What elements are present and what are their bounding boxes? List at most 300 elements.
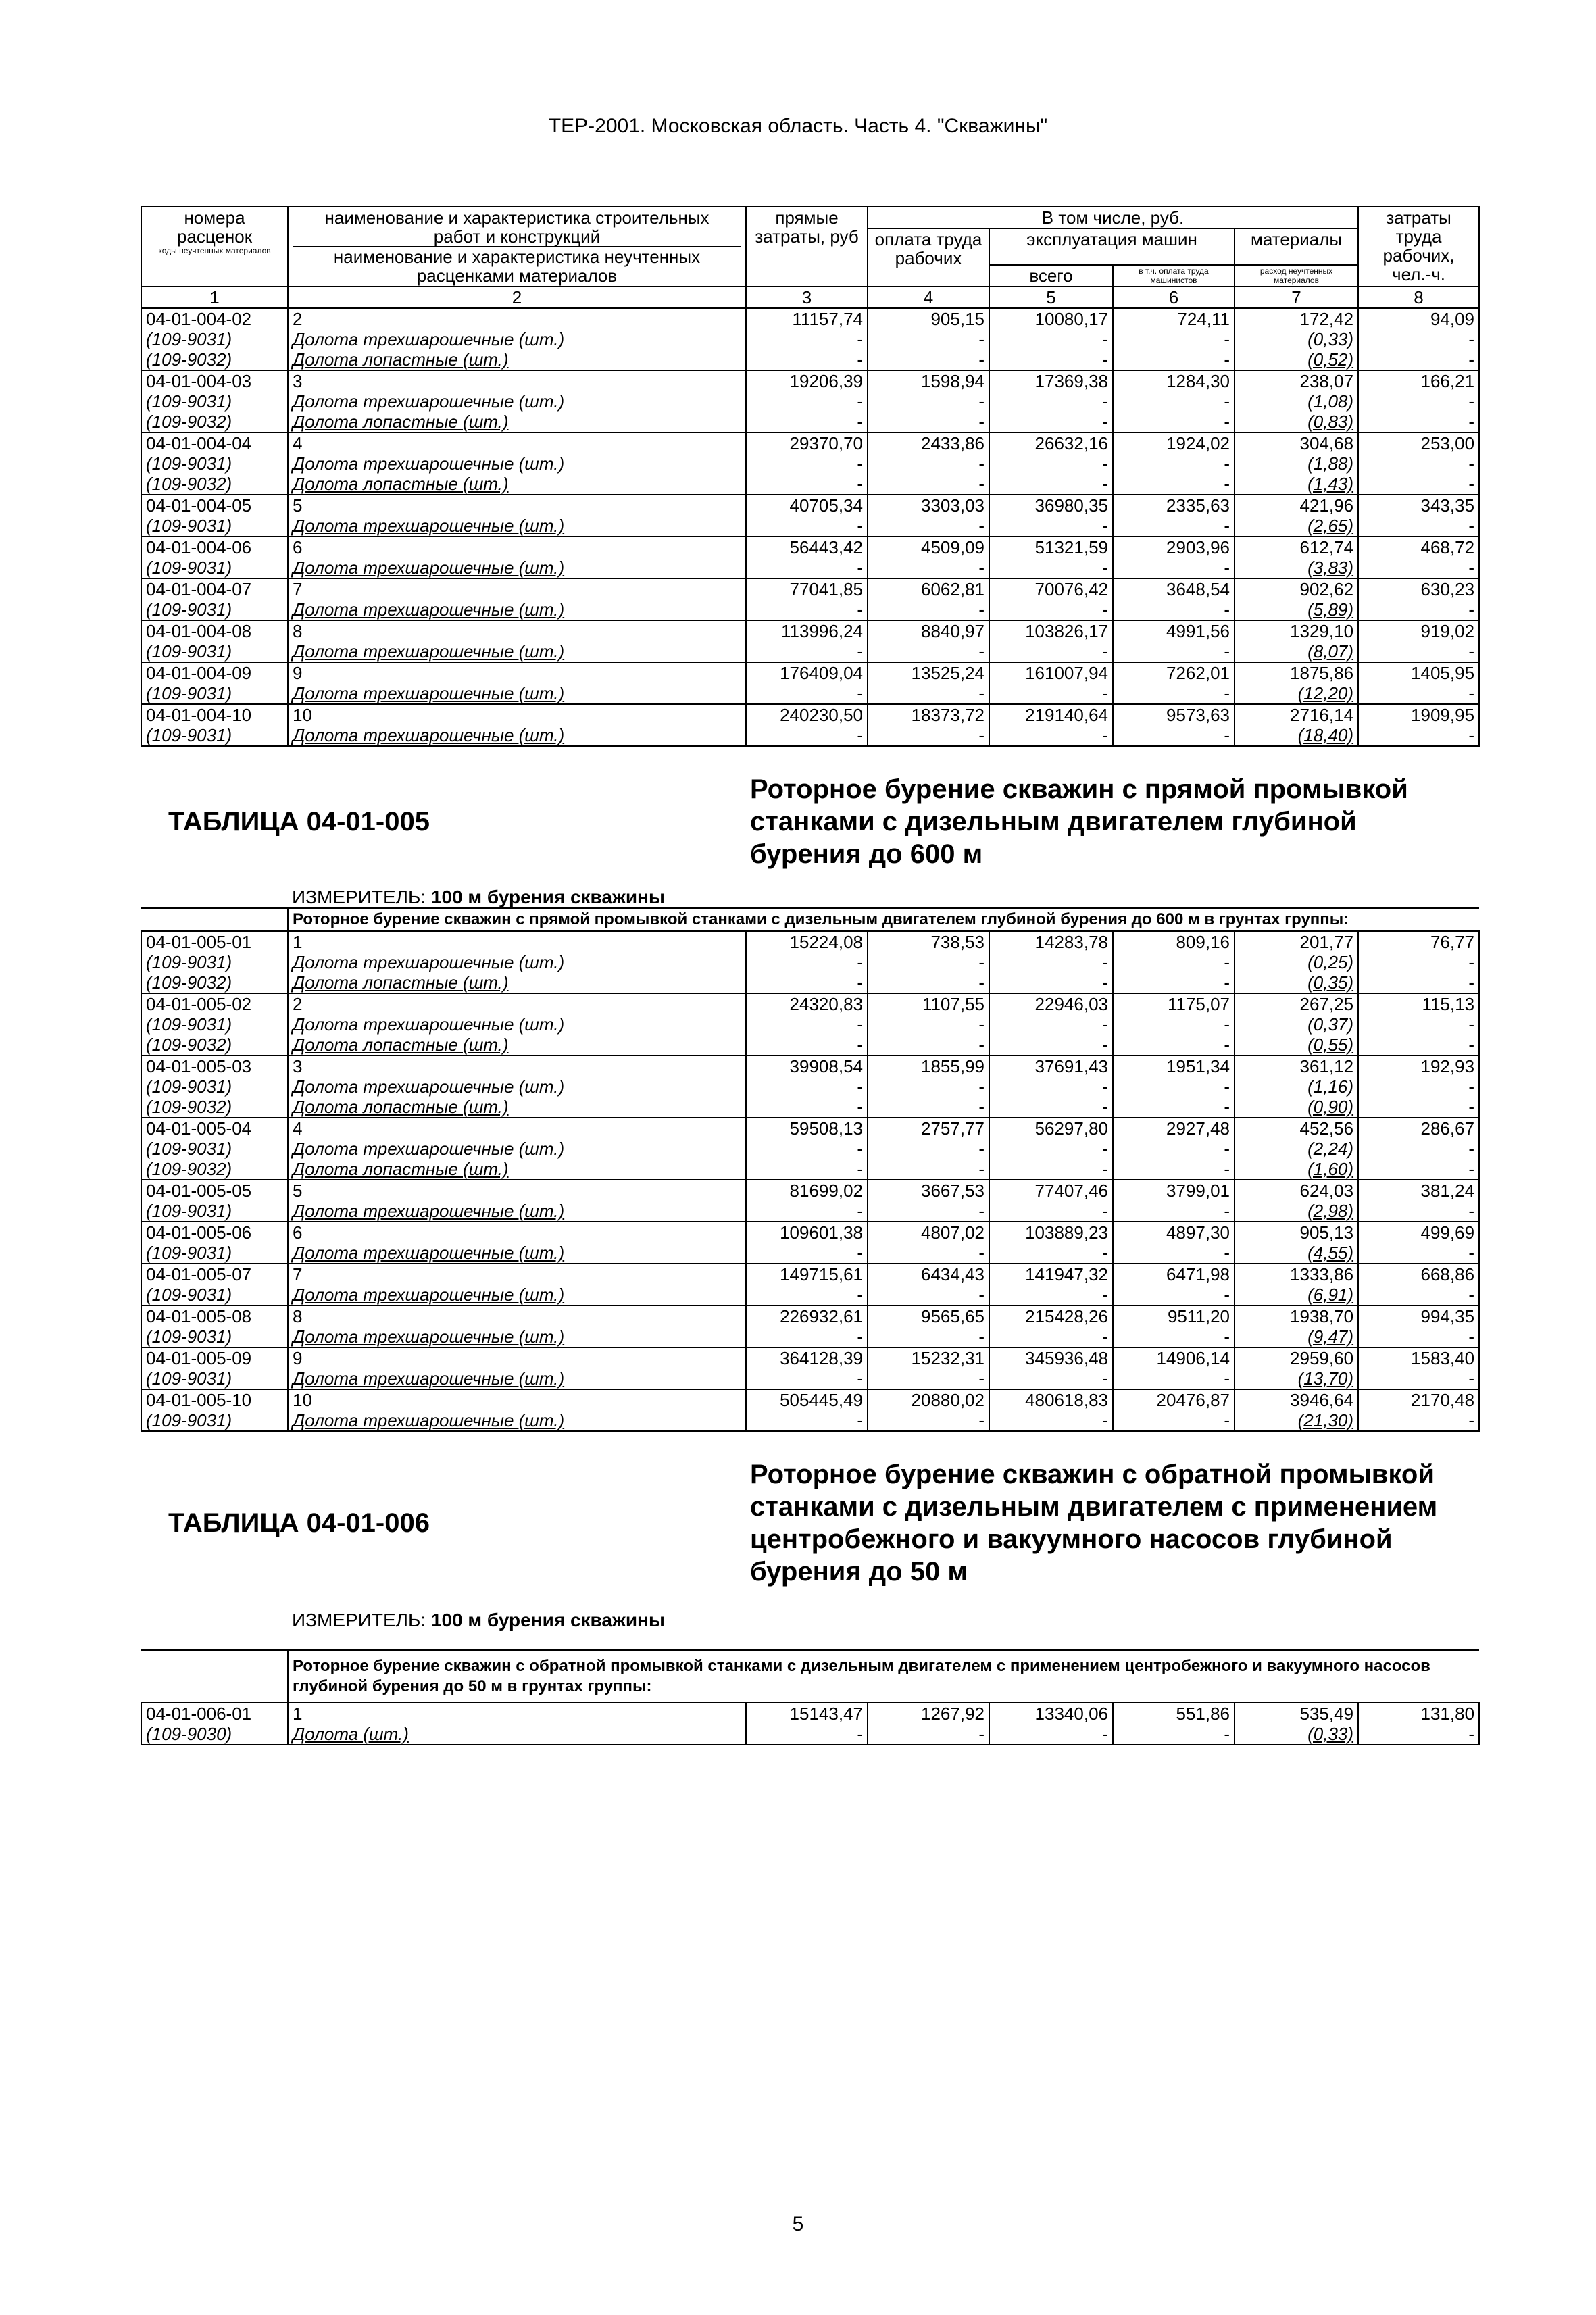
material-quantity: (0,90): [1235, 1097, 1358, 1118]
material-dash: -: [1358, 329, 1479, 349]
rate-value: 219140,64: [989, 704, 1113, 725]
rate-value: 2335,63: [1113, 495, 1235, 516]
rate-code: 04-01-005-04: [141, 1118, 288, 1139]
rate-value: 56297,80: [989, 1118, 1113, 1139]
material-code: (109-9031): [141, 557, 288, 578]
rate-value: 39908,54: [746, 1055, 868, 1076]
rate-value: 8840,97: [868, 620, 989, 641]
material-dash: -: [868, 453, 989, 474]
rate-value: 19206,39: [746, 370, 868, 391]
table-006-measure: [288, 1610, 1479, 1631]
material-dash: -: [868, 349, 989, 370]
rate-value: 3946,64: [1235, 1389, 1358, 1410]
material-dash: -: [1113, 641, 1235, 662]
material-row: [141, 1076, 1479, 1097]
material-code: (109-9031): [141, 453, 288, 474]
rate-code: 04-01-004-10: [141, 704, 288, 725]
rate-value: 17369,38: [989, 370, 1113, 391]
material-row: [141, 1014, 1479, 1035]
rate-code: 04-01-005-10: [141, 1389, 288, 1410]
material-dash: -: [989, 1410, 1113, 1431]
material-row: [141, 329, 1479, 349]
rate-value: 1924,02: [1113, 432, 1235, 453]
rates-document: [141, 206, 1478, 1745]
material-name: Долота трехшарошечные (шт.): [288, 1014, 746, 1035]
material-dash: -: [1358, 1014, 1479, 1035]
material-quantity: (0,55): [1235, 1035, 1358, 1055]
rate-value: 304,68: [1235, 432, 1358, 453]
material-quantity: (0,37): [1235, 1014, 1358, 1035]
material-code: (109-9031): [141, 1285, 288, 1305]
material-dash: -: [1358, 1076, 1479, 1097]
rate-value: 2716,14: [1235, 704, 1358, 725]
rates-table: [141, 206, 1480, 1745]
material-dash: -: [746, 1285, 868, 1305]
rate-name: 5: [288, 1180, 746, 1201]
rate-value: 4807,02: [868, 1222, 989, 1243]
rate-value: 226932,61: [746, 1305, 868, 1326]
material-dash: -: [1113, 1139, 1235, 1159]
rate-value: 9565,65: [868, 1305, 989, 1326]
rate-value: 103826,17: [989, 620, 1113, 641]
table-005-body: [141, 931, 1479, 1431]
rate-value: 70076,42: [989, 578, 1113, 599]
material-quantity: (0,25): [1235, 952, 1358, 972]
material-dash: -: [868, 1097, 989, 1118]
material-dash: -: [868, 1724, 989, 1745]
material-name: Долота трехшарошечные (шт.): [288, 557, 746, 578]
material-name: Долота трехшарошечные (шт.): [288, 1326, 746, 1347]
rate-code: 04-01-004-09: [141, 662, 288, 683]
rate-name: 10: [288, 704, 746, 725]
col-header-direct-costs: прямые затраты, руб: [746, 207, 868, 287]
table-005-title: ТАБЛИЦА 04-01-005: [168, 807, 430, 837]
material-dash: -: [868, 599, 989, 620]
material-dash: -: [1358, 349, 1479, 370]
rate-name: 9: [288, 662, 746, 683]
material-quantity: (2,98): [1235, 1201, 1358, 1222]
rate-value: 166,21: [1358, 370, 1479, 391]
rate-value: 343,35: [1358, 495, 1479, 516]
material-dash: -: [868, 683, 989, 704]
col-header-group: В том числе, руб.: [868, 207, 1358, 228]
material-quantity: (8,07): [1235, 641, 1358, 662]
material-row: [141, 1097, 1479, 1118]
material-row: [141, 1724, 1479, 1745]
material-dash: -: [1113, 952, 1235, 972]
rate-name: 7: [288, 1264, 746, 1285]
rate-row: [141, 620, 1479, 641]
material-dash: -: [1113, 1201, 1235, 1222]
material-quantity: (2,65): [1235, 516, 1358, 537]
rate-value: 668,86: [1358, 1264, 1479, 1285]
material-dash: -: [1113, 1368, 1235, 1389]
material-dash: -: [1113, 1076, 1235, 1097]
col-header-labor: затраты труда рабочих, чел.-ч.: [1358, 207, 1479, 287]
rate-value: 6062,81: [868, 578, 989, 599]
col-header-text: номера: [184, 207, 245, 228]
material-row: [141, 516, 1479, 537]
material-dash: -: [746, 1326, 868, 1347]
material-name: Долота лопастные (шт.): [288, 972, 746, 993]
rate-row: [141, 1222, 1479, 1243]
material-dash: -: [989, 1368, 1113, 1389]
rate-name: 9: [288, 1347, 746, 1368]
rate-name: 6: [288, 1222, 746, 1243]
rate-row: [141, 1389, 1479, 1410]
rate-value: 624,03: [1235, 1180, 1358, 1201]
material-dash: -: [1358, 641, 1479, 662]
rate-value: 15224,08: [746, 931, 868, 952]
material-row: [141, 1410, 1479, 1431]
material-name: Долота трехшарошечные (шт.): [288, 1201, 746, 1222]
col-header-operator-wages: в т.ч. оплата труда машинистов: [1113, 265, 1235, 287]
rate-value: 345936,48: [989, 1347, 1113, 1368]
material-dash: -: [746, 516, 868, 537]
rate-row: [141, 537, 1479, 557]
table-006-title-block: [141, 1431, 1479, 1703]
material-code: (109-9031): [141, 1076, 288, 1097]
rate-value: 2959,60: [1235, 1347, 1358, 1368]
material-dash: -: [746, 1410, 868, 1431]
material-name: Долота трехшарошечные (шт.): [288, 1410, 746, 1431]
material-dash: -: [1358, 1724, 1479, 1745]
rate-value: 94,09: [1358, 308, 1479, 329]
rate-value: 26632,16: [989, 432, 1113, 453]
material-row: [141, 725, 1479, 746]
rate-value: 724,11: [1113, 308, 1235, 329]
rate-row: [141, 993, 1479, 1014]
material-quantity: (0,35): [1235, 972, 1358, 993]
rate-value: 13340,06: [989, 1703, 1113, 1724]
material-name: Долота трехшарошечные (шт.): [288, 599, 746, 620]
material-dash: -: [1113, 1410, 1235, 1431]
material-dash: -: [868, 1139, 989, 1159]
material-code: (109-9032): [141, 972, 288, 993]
rate-value: 40705,34: [746, 495, 868, 516]
col-header-codes: [141, 207, 288, 287]
material-dash: -: [1113, 725, 1235, 746]
rate-value: 630,23: [1358, 578, 1479, 599]
rate-value: 4897,30: [1113, 1222, 1235, 1243]
material-dash: -: [1358, 599, 1479, 620]
material-code: (109-9032): [141, 1159, 288, 1180]
material-dash: -: [868, 641, 989, 662]
rate-value: 6434,43: [868, 1264, 989, 1285]
page-header: ТЕР-2001. Московская область. Часть 4. "Скважины": [548, 115, 1048, 137]
rate-row: [141, 495, 1479, 516]
page-number: 5: [792, 2213, 804, 2235]
rate-value: 361,12: [1235, 1055, 1358, 1076]
rate-row: [141, 1180, 1479, 1201]
material-dash: -: [1358, 453, 1479, 474]
material-dash: -: [1358, 1035, 1479, 1055]
material-dash: -: [1113, 391, 1235, 412]
table-004-body: [141, 308, 1479, 746]
material-quantity: (1,60): [1235, 1159, 1358, 1180]
rate-code: 04-01-005-05: [141, 1180, 288, 1201]
rate-value: 11157,74: [746, 308, 868, 329]
material-dash: -: [746, 453, 868, 474]
material-dash: -: [746, 1724, 868, 1745]
material-quantity: (1,88): [1235, 453, 1358, 474]
measure-value: 100 м бурения скважины: [430, 1610, 665, 1631]
rate-code: 04-01-005-06: [141, 1222, 288, 1243]
material-name: Долота трехшарошечные (шт.): [288, 516, 746, 537]
rate-value: 1333,86: [1235, 1264, 1358, 1285]
rate-value: 115,13: [1358, 993, 1479, 1014]
material-dash: -: [1113, 474, 1235, 495]
material-row: [141, 641, 1479, 662]
rate-value: 4509,09: [868, 537, 989, 557]
material-quantity: (13,70): [1235, 1368, 1358, 1389]
rate-row: [141, 1305, 1479, 1326]
material-code: (109-9032): [141, 1097, 288, 1118]
rate-value: 1909,95: [1358, 704, 1479, 725]
material-row: [141, 474, 1479, 495]
material-name: Долота трехшарошечные (шт.): [288, 453, 746, 474]
material-row: [141, 557, 1479, 578]
rate-value: 141947,32: [989, 1264, 1113, 1285]
material-dash: -: [1358, 557, 1479, 578]
material-dash: -: [868, 1076, 989, 1097]
material-dash: -: [746, 1159, 868, 1180]
material-dash: -: [746, 1368, 868, 1389]
rate-value: 286,67: [1358, 1118, 1479, 1139]
rate-value: 22946,03: [989, 993, 1113, 1014]
material-dash: -: [989, 329, 1113, 349]
rate-value: 176409,04: [746, 662, 868, 683]
material-dash: -: [1358, 1139, 1479, 1159]
table-005-section: Роторное бурение скважин с прямой промывкой станками с дизельным двигателем глубиной бурения до 600 м в грунтах группы:: [288, 908, 1479, 931]
rate-name: 6: [288, 537, 746, 557]
rate-value: 3648,54: [1113, 578, 1235, 599]
rate-value: 13525,24: [868, 662, 989, 683]
material-quantity: (9,47): [1235, 1326, 1358, 1347]
rate-value: 2757,77: [868, 1118, 989, 1139]
material-quantity: (1,43): [1235, 474, 1358, 495]
col-header-machines: эксплуатация машин: [989, 228, 1235, 265]
rate-name: 2: [288, 993, 746, 1014]
rate-value: 1951,34: [1113, 1055, 1235, 1076]
col-header-materials: материалы: [1235, 228, 1358, 265]
rate-name: 2: [288, 308, 746, 329]
material-dash: -: [746, 1035, 868, 1055]
material-dash: -: [868, 952, 989, 972]
material-quantity: (12,20): [1235, 683, 1358, 704]
rate-name: 3: [288, 370, 746, 391]
material-dash: -: [746, 412, 868, 432]
rate-row: [141, 931, 1479, 952]
material-name: Долота трехшарошечные (шт.): [288, 1285, 746, 1305]
col-header-text: наименование и характеристика неучтенных расценками материалов: [333, 247, 701, 286]
material-name: Долота трехшарошечные (шт.): [288, 1076, 746, 1097]
rate-value: 1938,70: [1235, 1305, 1358, 1326]
material-quantity: (0,33): [1235, 329, 1358, 349]
material-row: [141, 1326, 1479, 1347]
material-row: [141, 1159, 1479, 1180]
material-dash: -: [746, 599, 868, 620]
material-dash: -: [1113, 1014, 1235, 1035]
material-dash: -: [1113, 453, 1235, 474]
material-dash: -: [868, 1159, 989, 1180]
rate-value: 215428,26: [989, 1305, 1113, 1326]
material-code: (109-9031): [141, 1368, 288, 1389]
material-name: Долота лопастные (шт.): [288, 474, 746, 495]
material-dash: -: [1358, 1410, 1479, 1431]
rate-value: 192,93: [1358, 1055, 1479, 1076]
column-number: 6: [1113, 287, 1235, 308]
material-dash: -: [1113, 1243, 1235, 1264]
rate-value: 7262,01: [1113, 662, 1235, 683]
table-005-heading: Роторное бурение скважин с прямой промывкой станками с дизельным двигателем глубиной бурения до 600 м: [750, 774, 1408, 869]
rate-value: 1583,40: [1358, 1347, 1479, 1368]
material-code: (109-9032): [141, 1035, 288, 1055]
material-dash: -: [1113, 412, 1235, 432]
material-dash: -: [746, 474, 868, 495]
rate-value: 37691,43: [989, 1055, 1113, 1076]
material-dash: -: [1358, 1243, 1479, 1264]
rate-name: 8: [288, 1305, 746, 1326]
rate-value: 20880,02: [868, 1389, 989, 1410]
column-number: 4: [868, 287, 989, 308]
rate-value: 1329,10: [1235, 620, 1358, 641]
material-dash: -: [989, 1035, 1113, 1055]
rate-value: 14283,78: [989, 931, 1113, 952]
rate-value: 809,16: [1113, 931, 1235, 952]
material-dash: -: [1358, 1201, 1479, 1222]
rate-value: 551,86: [1113, 1703, 1235, 1724]
rate-code: 04-01-004-08: [141, 620, 288, 641]
rate-value: 81699,02: [746, 1180, 868, 1201]
rate-row: [141, 704, 1479, 725]
rate-value: 18373,72: [868, 704, 989, 725]
material-dash: -: [868, 1201, 989, 1222]
material-dash: -: [989, 474, 1113, 495]
material-dash: -: [989, 1326, 1113, 1347]
col-header-text: наименование и характеристика строительных: [324, 207, 709, 228]
rate-value: 994,35: [1358, 1305, 1479, 1326]
rate-value: 499,69: [1358, 1222, 1479, 1243]
material-dash: -: [989, 557, 1113, 578]
col-header-text: расценок: [176, 226, 253, 247]
rate-value: 535,49: [1235, 1703, 1358, 1724]
material-dash: -: [989, 1285, 1113, 1305]
material-code: (109-9031): [141, 391, 288, 412]
column-number: 8: [1358, 287, 1479, 308]
material-dash: -: [989, 391, 1113, 412]
material-dash: -: [1113, 1285, 1235, 1305]
material-dash: -: [1113, 1326, 1235, 1347]
rate-row: [141, 308, 1479, 329]
rate-value: 2903,96: [1113, 537, 1235, 557]
rate-value: 36980,35: [989, 495, 1113, 516]
rate-row: [141, 1055, 1479, 1076]
material-dash: -: [1358, 516, 1479, 537]
rate-code: 04-01-005-02: [141, 993, 288, 1014]
material-dash: -: [868, 1014, 989, 1035]
material-name: Долота трехшарошечные (шт.): [288, 1368, 746, 1389]
material-row: [141, 972, 1479, 993]
rate-value: 9573,63: [1113, 704, 1235, 725]
material-name: Долота трехшарошечные (шт.): [288, 329, 746, 349]
material-code: (109-9031): [141, 952, 288, 972]
material-dash: -: [746, 972, 868, 993]
material-dash: -: [868, 1326, 989, 1347]
rate-name: 1: [288, 1703, 746, 1724]
material-dash: -: [868, 1243, 989, 1264]
material-row: [141, 599, 1479, 620]
rate-value: 113996,24: [746, 620, 868, 641]
table-006-section: Роторное бурение скважин с обратной промывкой станками с дизельным двигателем с применением центробежного и вакуумного насосов глубиной бурения до 50 м в грунтах группы:: [288, 1650, 1479, 1703]
rate-name: 7: [288, 578, 746, 599]
material-row: [141, 412, 1479, 432]
rate-value: 1598,94: [868, 370, 989, 391]
material-code: (109-9031): [141, 1139, 288, 1159]
material-dash: -: [989, 725, 1113, 746]
material-dash: -: [989, 1724, 1113, 1745]
rate-code: 04-01-005-08: [141, 1305, 288, 1326]
measure-value: 100 м бурения скважины: [430, 887, 665, 907]
material-quantity: (5,89): [1235, 599, 1358, 620]
material-dash: -: [746, 349, 868, 370]
material-quantity: (0,52): [1235, 349, 1358, 370]
col-header-name: [288, 207, 746, 287]
material-code: (109-9031): [141, 599, 288, 620]
material-dash: -: [1113, 1097, 1235, 1118]
rate-value: 51321,59: [989, 537, 1113, 557]
material-dash: -: [868, 972, 989, 993]
rate-value: 240230,50: [746, 704, 868, 725]
material-dash: -: [989, 641, 1113, 662]
rate-value: 905,15: [868, 308, 989, 329]
rate-name: 10: [288, 1389, 746, 1410]
col-header-material-consumption: расход неучтенных материалов: [1235, 265, 1358, 287]
material-dash: -: [989, 952, 1113, 972]
material-dash: -: [1113, 683, 1235, 704]
material-dash: -: [868, 1410, 989, 1431]
rate-code: 04-01-005-09: [141, 1347, 288, 1368]
material-dash: -: [746, 1139, 868, 1159]
material-dash: -: [989, 453, 1113, 474]
material-dash: -: [746, 1243, 868, 1264]
material-dash: -: [989, 1097, 1113, 1118]
material-dash: -: [1358, 412, 1479, 432]
material-dash: -: [746, 683, 868, 704]
material-row: [141, 453, 1479, 474]
material-dash: -: [868, 1368, 989, 1389]
rate-value: 3303,03: [868, 495, 989, 516]
material-dash: -: [989, 1014, 1113, 1035]
rate-name: 4: [288, 432, 746, 453]
rate-value: 172,42: [1235, 308, 1358, 329]
rate-value: 1284,30: [1113, 370, 1235, 391]
material-dash: -: [746, 1201, 868, 1222]
rate-value: 9511,20: [1113, 1305, 1235, 1326]
material-dash: -: [746, 1076, 868, 1097]
material-quantity: (1,08): [1235, 391, 1358, 412]
material-name: Долота трехшарошечные (шт.): [288, 1243, 746, 1264]
rate-value: 505445,49: [746, 1389, 868, 1410]
rate-value: 77407,46: [989, 1180, 1113, 1201]
material-dash: -: [868, 516, 989, 537]
rate-row: [141, 432, 1479, 453]
material-name: Долота трехшарошечные (шт.): [288, 683, 746, 704]
table-005-title-block: [141, 746, 1479, 931]
rate-value: 1855,99: [868, 1055, 989, 1076]
material-dash: -: [1113, 349, 1235, 370]
rate-value: 905,13: [1235, 1222, 1358, 1243]
